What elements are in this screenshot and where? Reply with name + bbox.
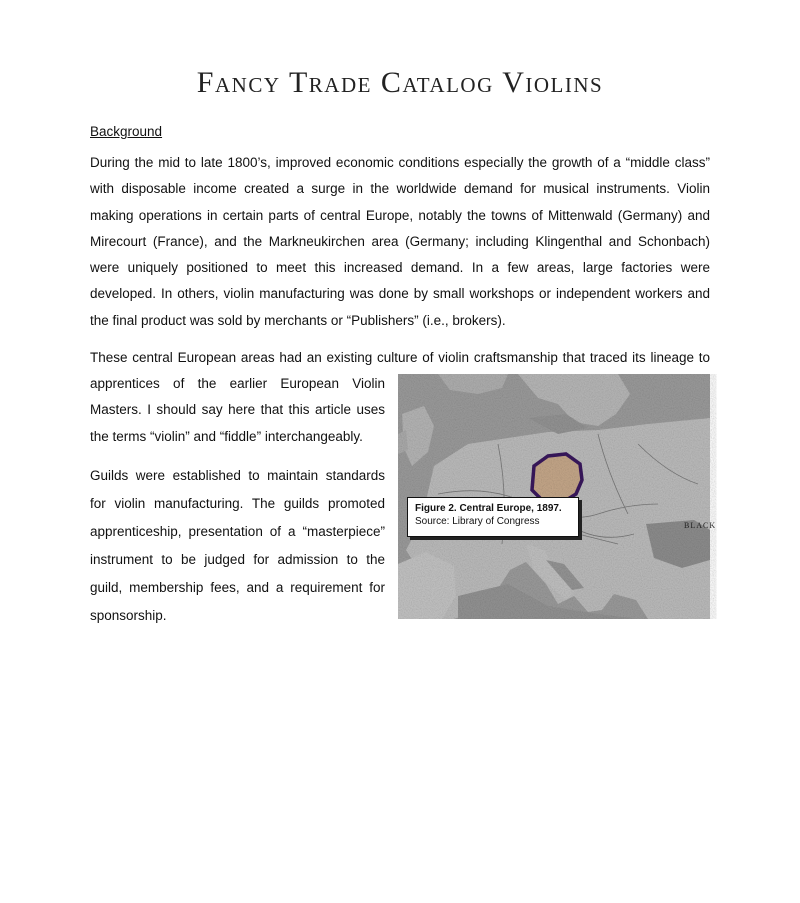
document-title: Fancy Trade Catalog Violins bbox=[196, 66, 604, 99]
paragraph-culture-first-line: These central European areas had an existing culture of violin craftsmanship that traced its lineage to bbox=[90, 350, 710, 365]
paragraph-guilds: Guilds were established to maintain standards for violin manufacturing. The guilds promoted apprenticeship, presentation of a “masterpiece” instrument to be judged for admission to the guild, membership fees, and a requirement for sponsorship. bbox=[90, 468, 385, 623]
paragraph-background: During the mid to late 1800’s, improved economic conditions especially the growth of a “middle class” with disposable income created a surge in the worldwide demand for musical instruments. Violin making operations in certain parts of central Europe, notably the towns of Mittenwald (Germany) and Mirecourt (France), and the Markneukirchen area (Germany; including Klingenthal and Schonbach) were uniquely positioned to meet this increased demand. In a few areas, large factories were developed. In others, violin manufacturing was done by small workshops or independent workers and the final product was sold by merchants or “Publishers” (i.e., brokers). bbox=[90, 155, 710, 328]
figure-caption-source: Source: Library of Congress bbox=[415, 516, 540, 527]
figure-caption bbox=[407, 497, 579, 537]
paragraph-culture-continued: apprentices of the earlier European Violin Masters. I should say here that this article uses the terms “violin” and “fiddle” interchangeably. bbox=[90, 376, 385, 444]
figure-caption-title: Figure 2. Central Europe, 1897. bbox=[415, 503, 562, 514]
section-heading: Background bbox=[90, 124, 163, 139]
map-label-black-sea: BLACK bbox=[684, 521, 717, 530]
